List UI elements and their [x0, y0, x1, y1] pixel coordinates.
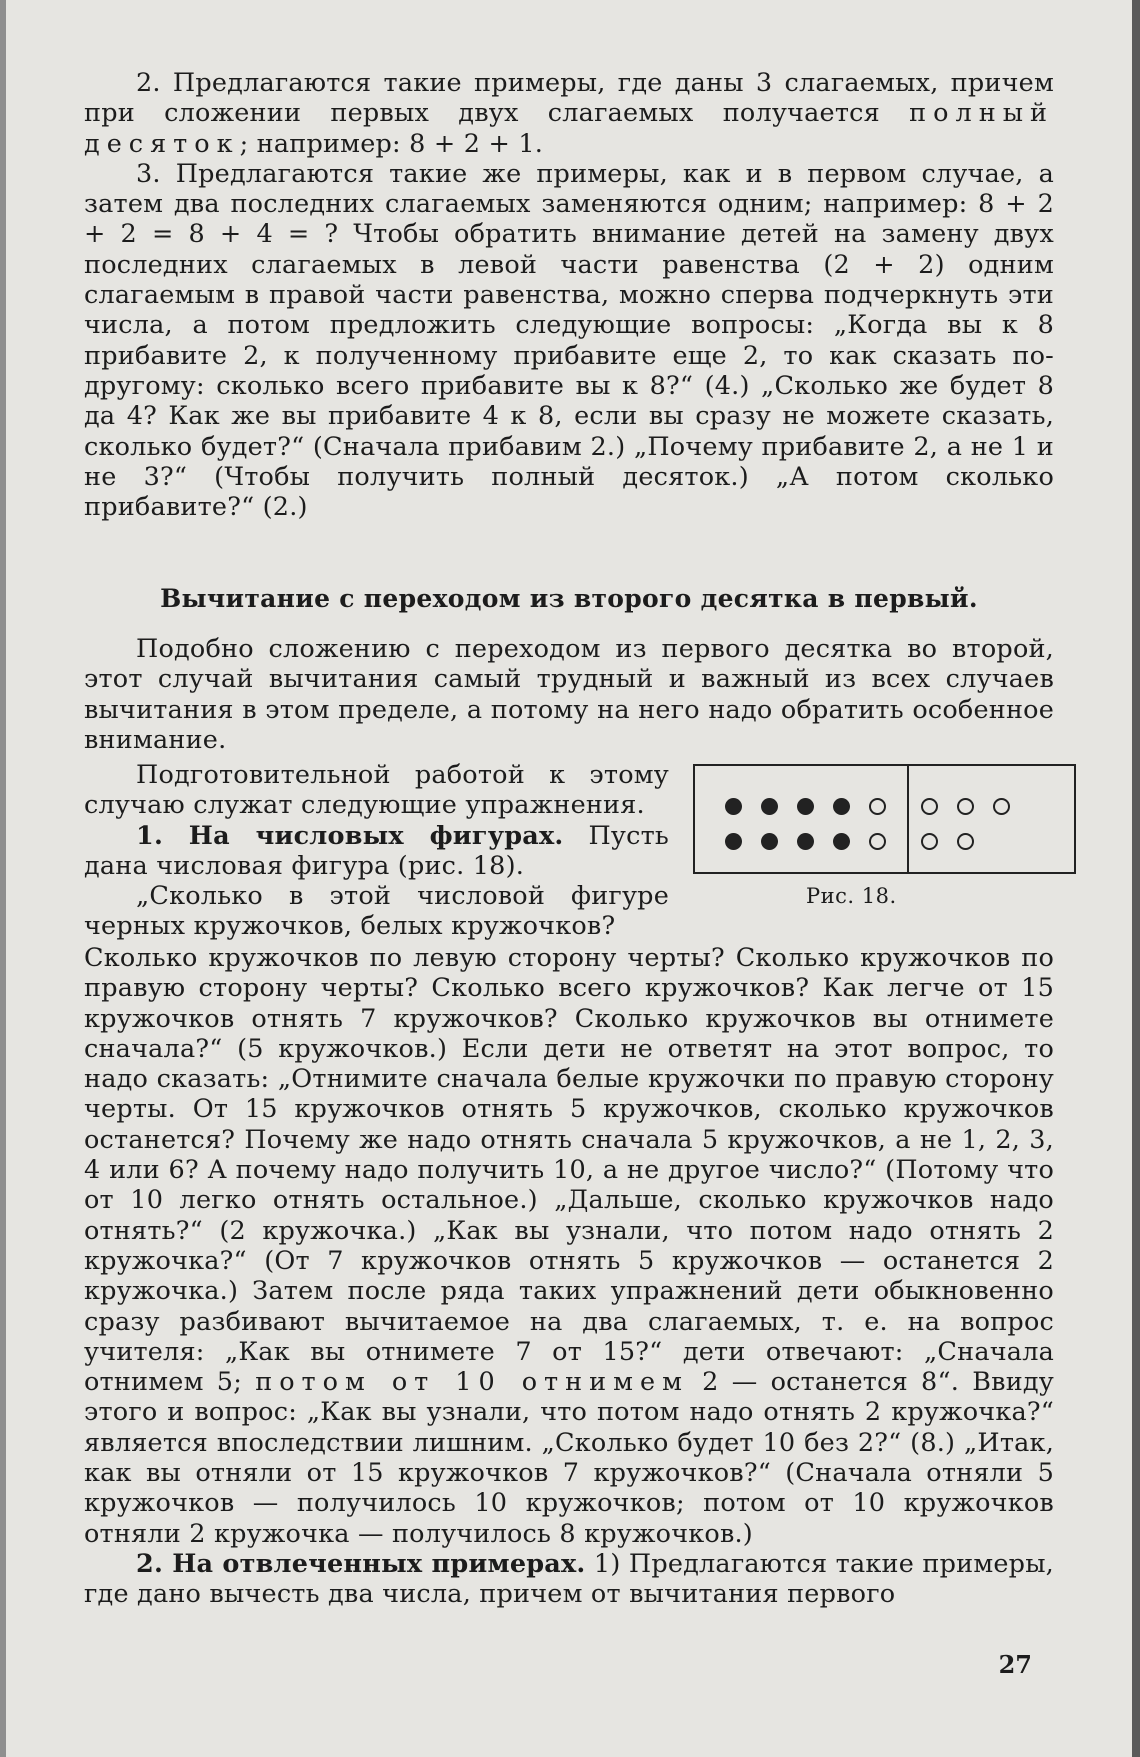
figure-row-bottom: [695, 827, 1074, 857]
paragraph-item-2-tail: ; например: 8 + 2 + 1.: [239, 128, 544, 159]
white-circle: [921, 798, 938, 815]
figure-row-top: [695, 792, 1074, 822]
question-rest-text: Сколько кружочков по левую сторону черты? Сколько кружочков по правую сторону черты? Сколько всего кружочков? Как легче от 15 кружочков отнять 7 кружочков? Сколько кружочков вы отнимете сначала?“ (5 кружочков.) Если дети не ответят на этот вопрос, то надо сказать: „Отнимите сначала белые кружочки по правую сторону черты. От 15 кружочков отнять 5 кружочков, сколько кружочков останется? Почему же надо отнять сначала 5 кружочков, а не 1, 2, 3, 4 или 6? А почему надо получить 10, а не другое число?“ (Потому что от 10 легко отнять остальное.) „Дальше, сколько кружочков надо отнять?“ (2 кружочка.) „Как вы узнали, что потом надо отнять 2 кружочка?“ (От 7 кружочков отнять 5 кружочков — останется 2 кружочка.) Затем после ряда таких упражнений дети обыкновенно сразу разбивают вычитаемое на два слагаемых, т. е. на вопрос учителя: „Как вы отнимете 7 от 15?“ дети отвечают: „Сначала отнимем 5;: [84, 943, 1054, 1398]
emphasis-full-ten: полный десяток: [84, 98, 1054, 159]
black-circle: [761, 833, 778, 850]
white-circle: [869, 798, 886, 815]
intro-text-block: [84, 634, 1054, 755]
item-1-text: Пусть дана числовая фигура (рис. 18).: [84, 820, 669, 881]
black-circle: [725, 833, 742, 850]
question-tail-text: 2 — останется 8“. Ввиду этого и вопрос: „Как вы узнали, что потом надо отнять 2 кружочка?“ является впоследствии лишним. „Сколько будет 10 без 2?“ (8.) „Итак, как вы отняли от 15 кружочков 7 кружочков?“ (Сначала отняли 5 кружочков — получилось 10 кружочков; потом от 10 кружочков отняли 2 кружочка — получилось 8 кружочков.): [84, 1367, 1054, 1549]
paragraph-item-2: [84, 68, 1054, 159]
paragraph-item-1: [84, 821, 669, 882]
black-circle: [761, 798, 778, 815]
item-2-title: 2. На отвлеченных примерах.: [136, 1548, 586, 1579]
page-number: 27: [998, 1650, 1032, 1679]
black-circle: [797, 833, 814, 850]
figure-caption: Рис. 18.: [806, 884, 897, 908]
white-circle: [869, 833, 886, 850]
item-1-title: 1. На числовых фигурах.: [136, 820, 564, 851]
black-circle: [725, 798, 742, 815]
paragraph-preparation: Подготовительной работой к этому случаю служат следующие упражнения.: [84, 760, 669, 821]
black-circle: [797, 798, 814, 815]
black-circle: [833, 833, 850, 850]
lower-text-block: [84, 943, 1054, 1610]
number-figure-18: [693, 764, 1076, 874]
white-circle: [957, 798, 974, 815]
paragraph-question-rest: [84, 943, 1054, 1549]
white-circle: [921, 833, 938, 850]
emphasis-then-from-ten: потом от 10 отнимем: [255, 1367, 689, 1398]
paragraph-intro: Подобно сложению с переходом из первого десятка во второй, этот случай вычитания самый трудный и важный из всех случаев вычитания в этом пределе, а потому на него надо обратить особенное внимание.: [84, 634, 1054, 755]
top-text-block: [84, 68, 1054, 522]
narrow-text-block: [84, 760, 669, 942]
white-circle: [957, 833, 974, 850]
paragraph-item-2-text: 2. Предлагаются такие примеры, где даны 3 слагаемых, причем при сложении первых двух слагаемых получается: [84, 68, 1054, 129]
paragraph-question-start: „Сколько в этой числовой фигуре черных кружочков, белых кружочков?: [84, 881, 669, 942]
white-circle: [993, 798, 1010, 815]
black-circle: [833, 798, 850, 815]
paragraph-item-2-abstract: [84, 1549, 1054, 1610]
item-2-text: 1) Предлагаются такие примеры, где дано вычесть два числа, причем от вычитания первого: [84, 1548, 1054, 1610]
paragraph-item-3: 3. Предлагаются такие же примеры, как и в первом случае, а затем два последних слагаемых заменяются одним; например: 8 + 2 + 2 = 8 + 4 = ? Чтобы обратить внимание детей на замену двух последних слагаемых в левой части равенства (2 + 2) одним слагаемым в правой части равенства, можно сперва подчеркнуть эти числа, а потом предложить следующие вопросы: „Когда вы к 8 прибавите 2, к полученному прибавите еще 2, то как сказать по-другому: сколько всего прибавите вы к 8?“ (4.) „Сколько же будет 8 да 4? Как же вы прибавите 4 к 8, если вы сразу не можете сказать, сколько будет?“ (Сначала прибавим 2.) „Почему прибавите 2, а не 1 и не 3?“ (Чтобы получить полный десяток.) „А потом сколько прибавите?“ (2.): [84, 158, 1054, 523]
section-heading: Вычитание с переходом из второго десятка в первый.: [160, 584, 978, 613]
